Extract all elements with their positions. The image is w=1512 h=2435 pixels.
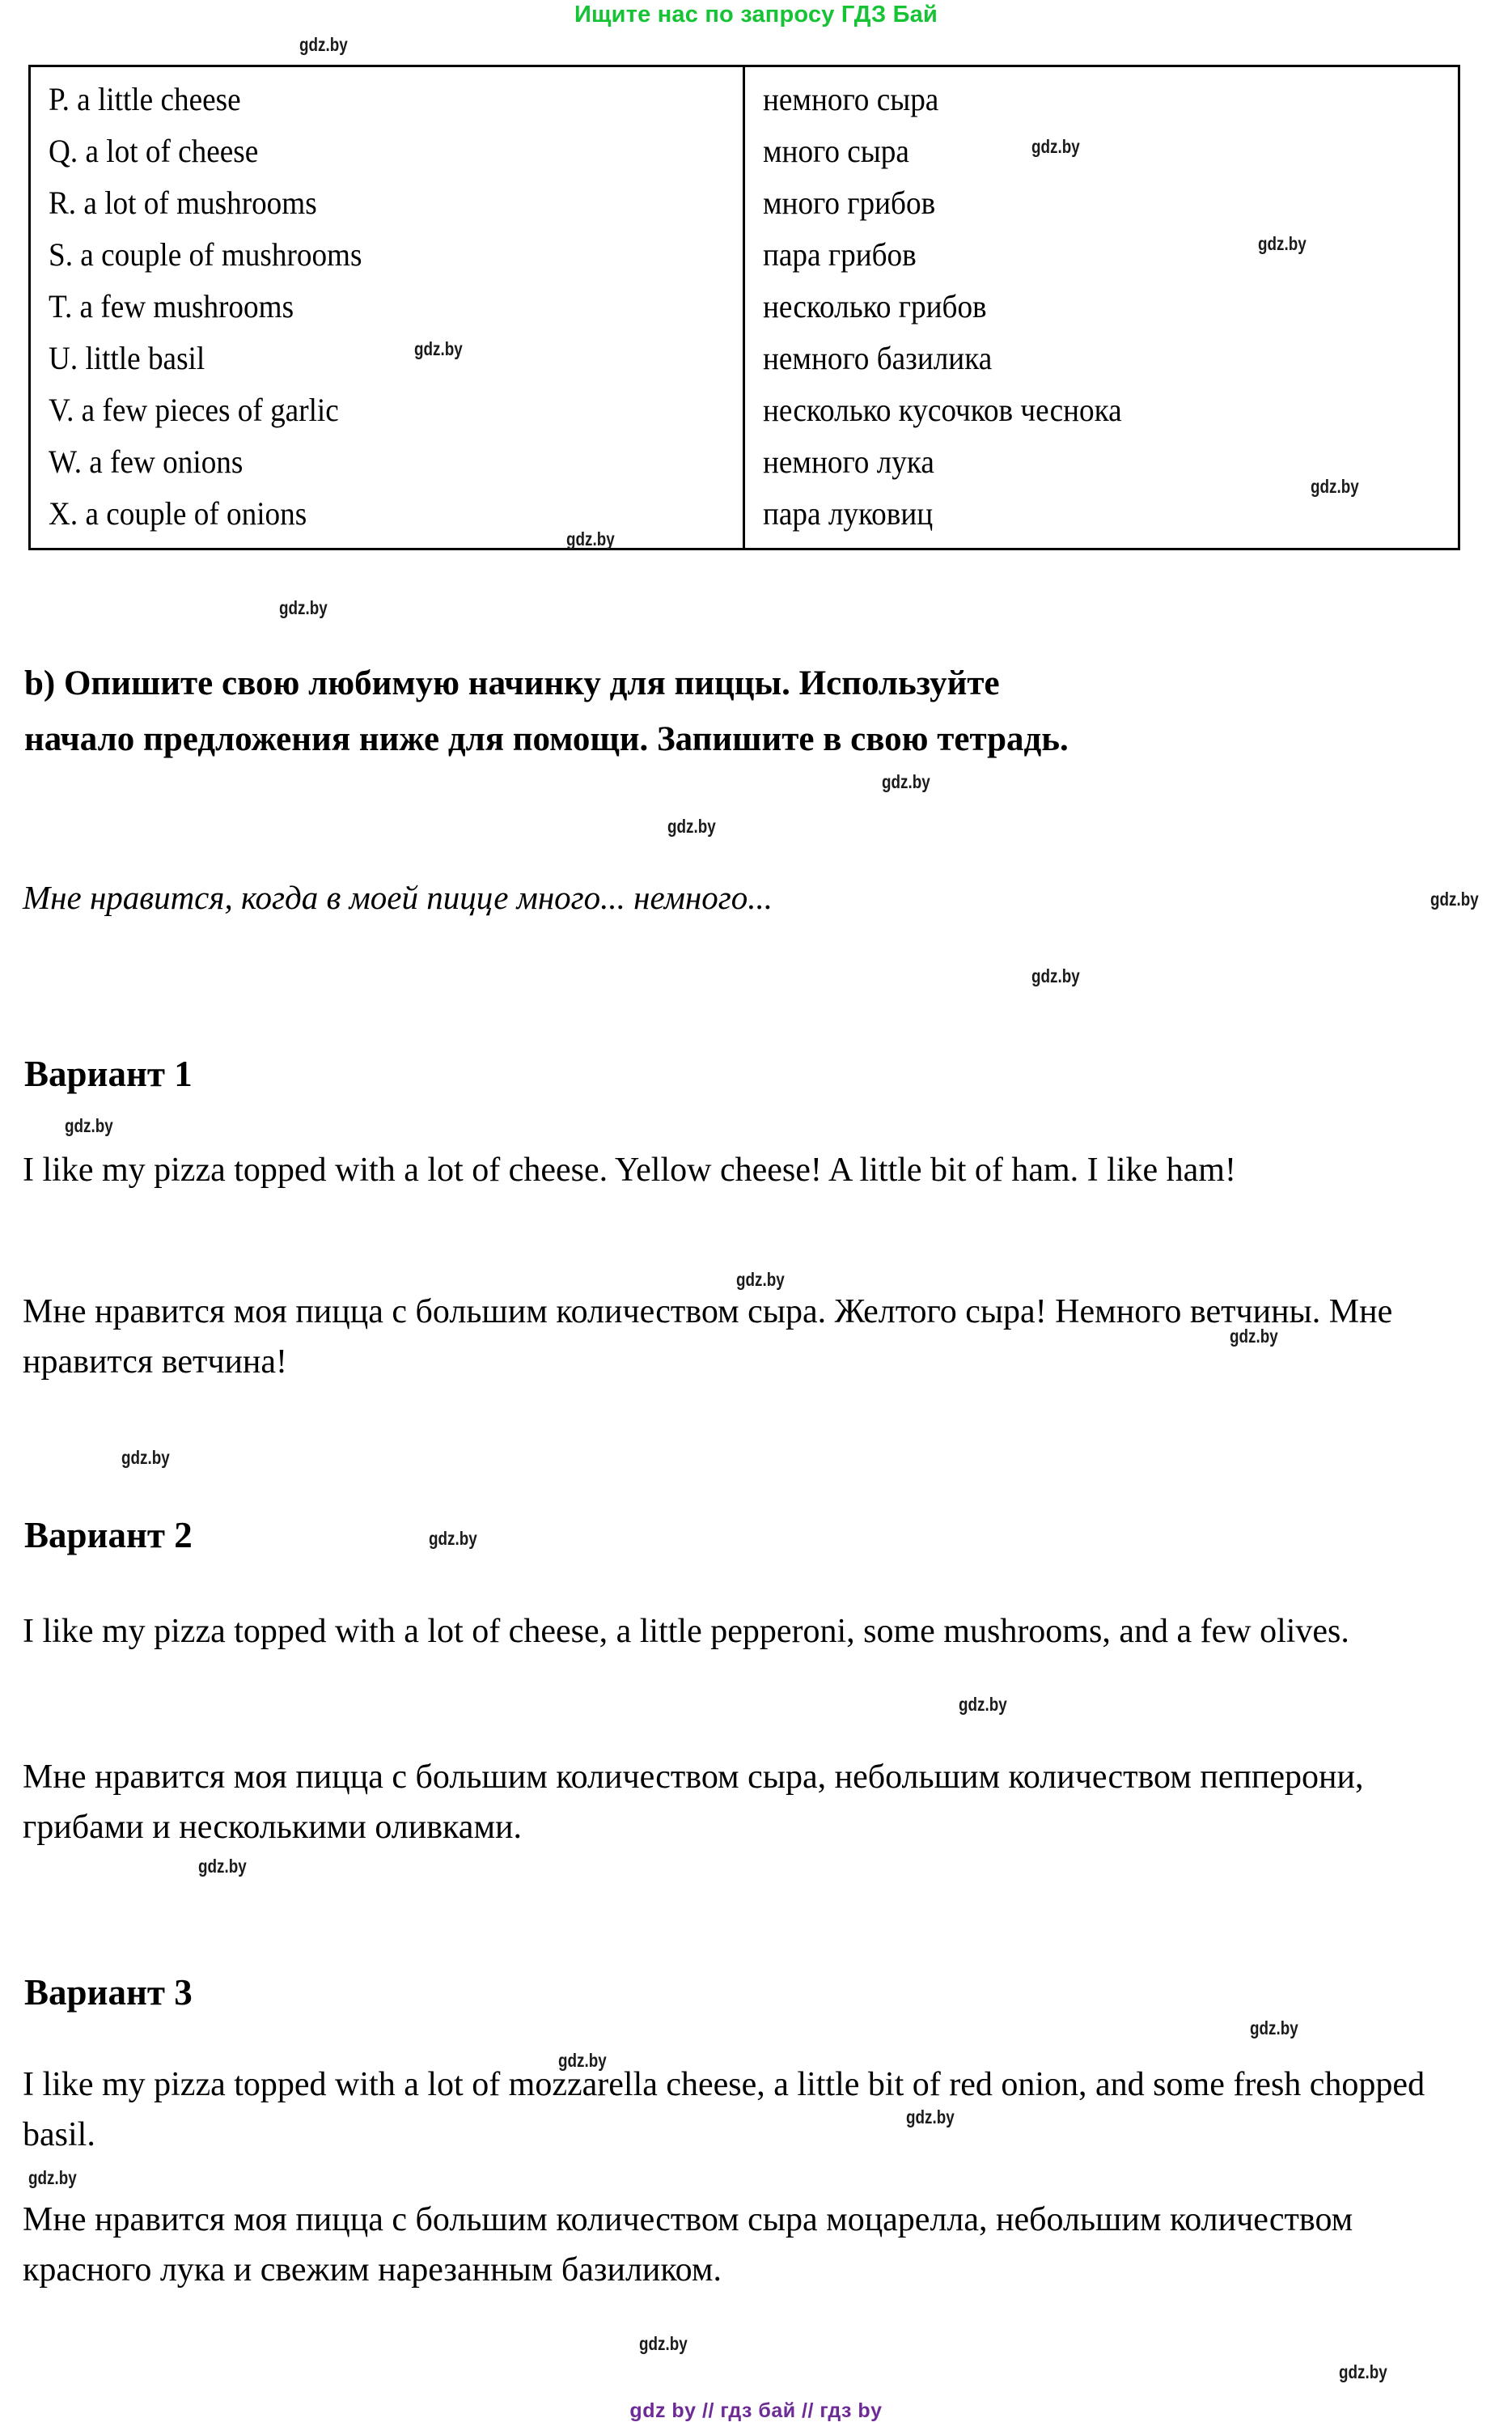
watermark: gdz.by <box>736 1269 785 1290</box>
variant-1-russian: Мне нравится моя пицца с большим количеством сыра. Желтого сыра! Немного ветчины. Мне нравится ветчина! <box>23 1293 1393 1381</box>
watermark: gdz.by <box>65 1115 113 1136</box>
table-row: много сыра <box>763 133 909 169</box>
watermark: gdz.by <box>1031 965 1080 986</box>
table-row: S. a couple of mushrooms <box>49 236 362 273</box>
watermark: gdz.by <box>1031 136 1080 157</box>
watermark: gdz.by <box>198 1856 247 1877</box>
variant-2-english: I like my pizza topped with a lot of cheese, a little pepperoni, some mushrooms, and a few olives. <box>23 1613 1349 1650</box>
watermark: gdz.by <box>121 1447 170 1468</box>
table-row: Q. a lot of cheese <box>49 133 259 169</box>
sentence-starter: Мне нравится, когда в моей пицце много... немного... <box>23 879 773 916</box>
variant-1-english: I like my pizza topped with a lot of cheese. Yellow cheese! A little bit of ham. I like ham! <box>23 1152 1236 1189</box>
watermark: gdz.by <box>429 1528 477 1549</box>
watermark: gdz.by <box>639 2333 688 2354</box>
watermark: gdz.by <box>1230 1326 1278 1347</box>
footer-links: gdz by // гдз бай // гдз by <box>629 2399 883 2422</box>
watermark: gdz.by <box>279 597 328 618</box>
variant-3-heading: Вариант 3 <box>24 1972 193 2013</box>
task-b-line1: b) Опишите свою любимую начинку для пиццы. Используйте <box>24 664 1000 702</box>
watermark: gdz.by <box>558 2050 607 2071</box>
table-row: W. a few onions <box>49 443 244 480</box>
variant-3-english: I like my pizza topped with a lot of mozzarella cheese, a little bit of red onion, and some fresh chopped basil. <box>23 2066 1425 2153</box>
watermark: gdz.by <box>667 816 716 837</box>
watermark: gdz.by <box>1339 2361 1387 2382</box>
watermark: gdz.by <box>882 771 930 792</box>
watermark: gdz.by <box>1430 889 1479 910</box>
task-b-instruction <box>24 655 1472 767</box>
watermark: gdz.by <box>1311 476 1359 497</box>
watermark: gdz.by <box>28 2167 77 2188</box>
table-column-english <box>31 67 745 548</box>
promo-banner: Ищите нас по запросу ГДЗ Бай <box>574 2 938 28</box>
table-row: U. little basil <box>49 340 205 376</box>
watermark: gdz.by <box>959 1694 1007 1715</box>
table-row: R. a lot of mushrooms <box>49 185 317 221</box>
task-b-line2: начало предложения ниже для помощи. Запишите в свою тетрадь. <box>24 720 1069 758</box>
table-row: несколько кусочков чеснока <box>763 392 1122 428</box>
table-row: немного лука <box>763 443 934 480</box>
table-row: много грибов <box>763 185 936 221</box>
watermark: gdz.by <box>906 2106 955 2127</box>
phrases-table <box>28 65 1460 550</box>
table-row: V. a few pieces of garlic <box>49 392 339 428</box>
watermark: gdz.by <box>299 34 348 55</box>
table-row: X. a couple of onions <box>49 495 307 532</box>
table-row: немного базилика <box>763 340 993 376</box>
watermark: gdz.by <box>414 338 463 359</box>
variant-2-russian: Мне нравится моя пицца с большим количеством сыра, небольшим количеством пепперони, грибами и несколькими оливками. <box>23 1758 1364 1846</box>
table-row: P. a little cheese <box>49 81 241 117</box>
variant-3-russian: Мне нравится моя пицца с большим количеством сыра моцарелла, небольшим количеством красного лука и свежим нарезанным базиликом. <box>23 2201 1353 2289</box>
watermark: gdz.by <box>1250 2017 1298 2038</box>
table-row: пара луковиц <box>763 495 934 532</box>
table-row: несколько грибов <box>763 288 987 325</box>
variant-1-heading: Вариант 1 <box>24 1054 193 1094</box>
watermark: gdz.by <box>566 528 615 549</box>
variant-2-heading: Вариант 2 <box>24 1515 193 1555</box>
table-row: пара грибов <box>763 236 917 273</box>
table-row: T. a few mushrooms <box>49 288 294 325</box>
watermark: gdz.by <box>1258 233 1307 254</box>
table-row: немного сыра <box>763 81 939 117</box>
